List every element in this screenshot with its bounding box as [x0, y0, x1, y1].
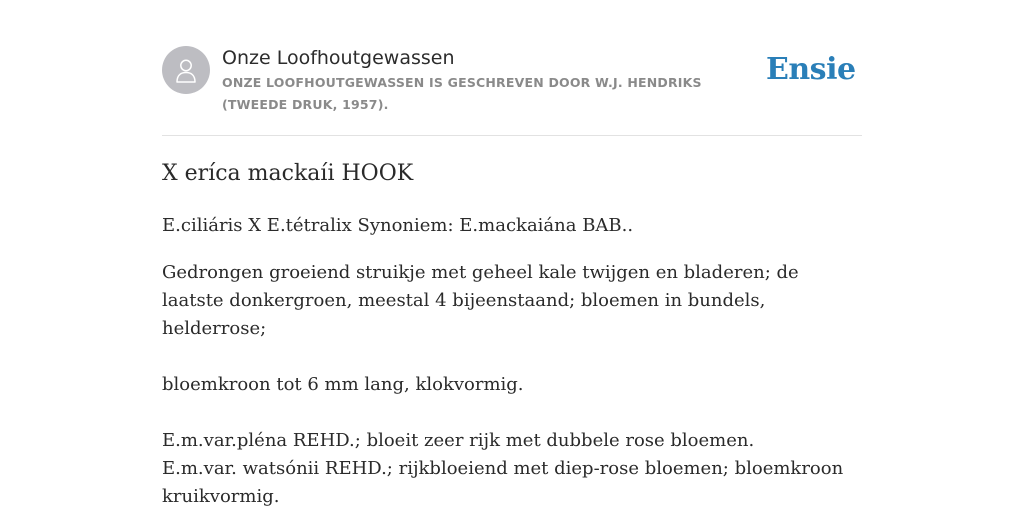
author-avatar[interactable]	[162, 46, 210, 94]
entry-synonym-line: E.ciliáris X E.tétralix Synoniem: E.mackaiána BAB..	[162, 215, 634, 236]
header-divider	[162, 135, 862, 136]
entry-paragraph: Gedrongen groeiend struikje met geheel kale twijgen en bladeren; de laatste donkergroen, meestal 4 bijeenstaand; bloemen in bundels, helderrose;	[162, 262, 799, 339]
user-silhouette-icon	[172, 56, 200, 84]
entry-paragraph: E.m.var. watsónii REHD.; rijkbloeiend met diep-rose bloemen; bloemkroon kruikvormig.	[162, 458, 844, 507]
entry-paragraph: E.m.var.pléna REHD.; bloeit zeer rijk met dubbele rose bloemen.	[162, 430, 755, 451]
book-subtitle: ONZE LOOFHOUTGEWASSEN IS GESCHREVEN DOOR W.J. HENDRIKS (TWEEDE DRUK, 1957).	[222, 75, 702, 112]
paragraph-gap	[162, 399, 862, 427]
entry-paragraph: bloemkroon tot 6 mm lang, klokvormig.	[162, 374, 524, 395]
book-header	[162, 46, 862, 116]
book-title[interactable]: Onze Loofhoutgewassen	[222, 47, 455, 69]
entry-title: X eríca mackaíi HOOK	[162, 161, 414, 186]
entry-body	[162, 259, 862, 511]
ensie-logo[interactable]: Ensie	[766, 52, 856, 87]
paragraph-gap	[162, 343, 862, 371]
